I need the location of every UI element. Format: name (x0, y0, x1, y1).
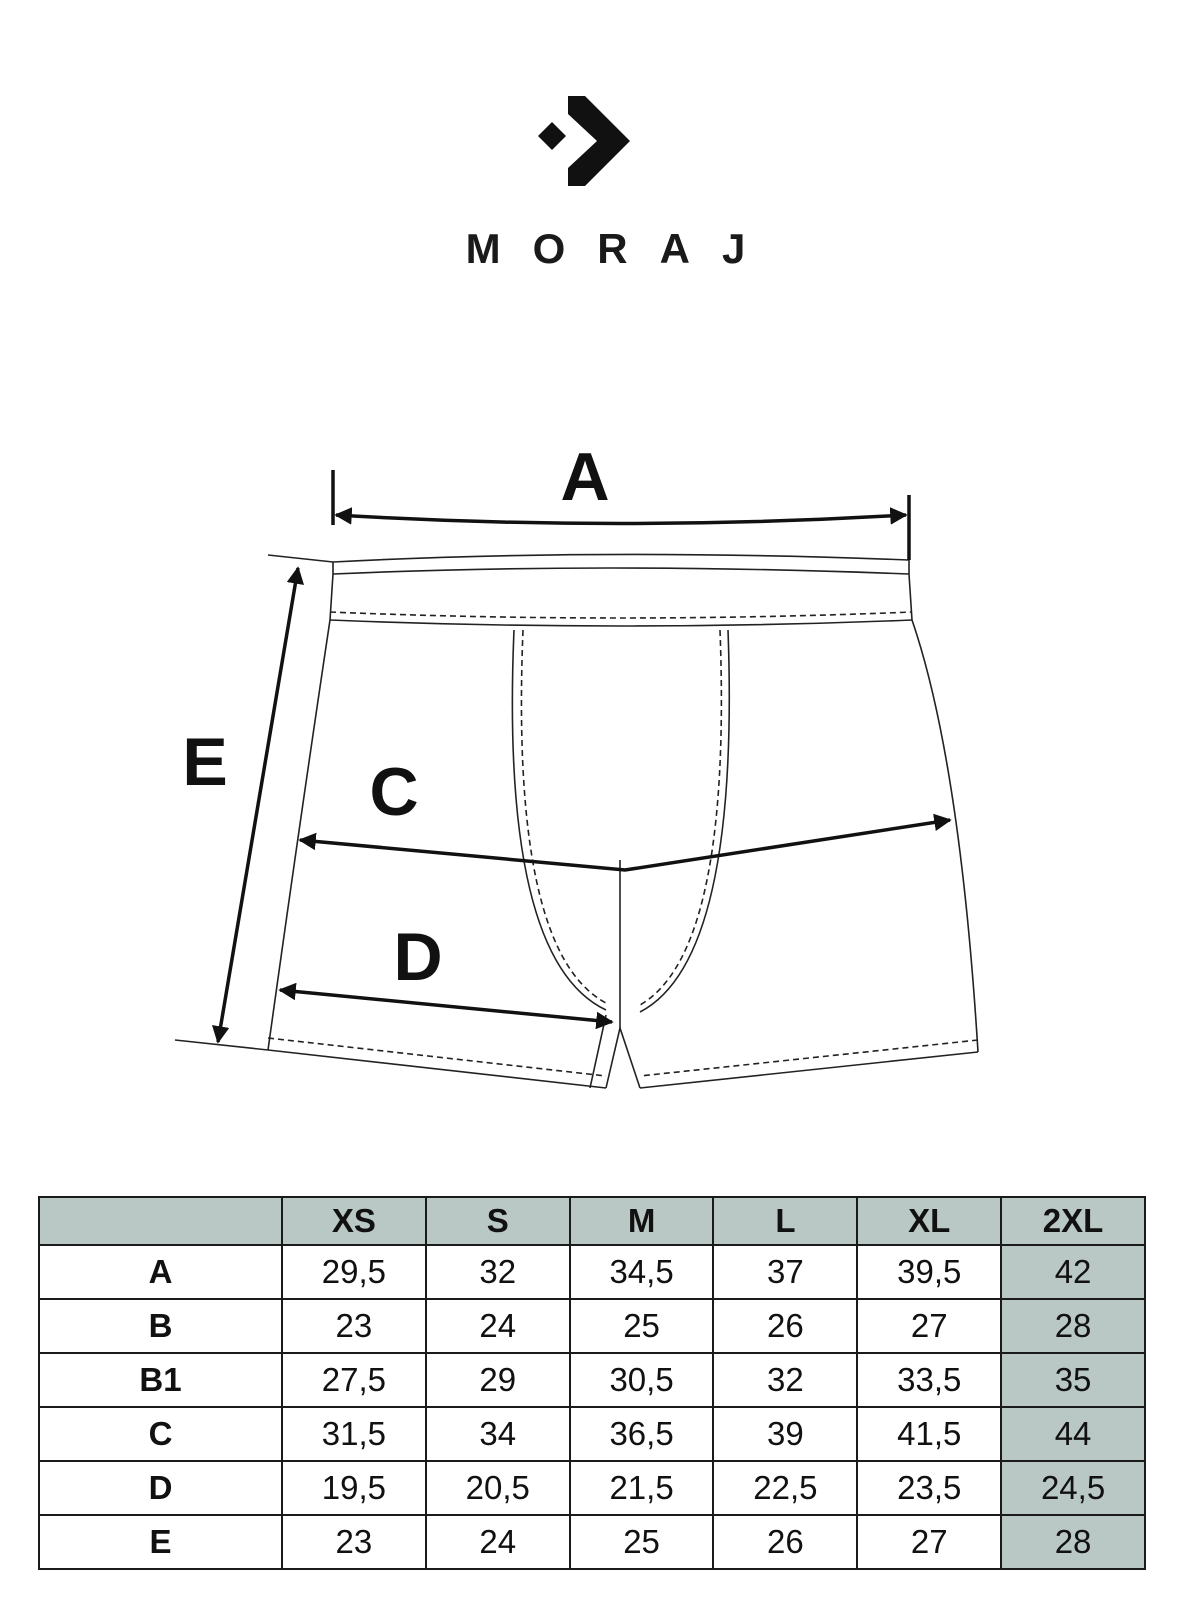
label-d: D (393, 919, 443, 995)
cell-value: 29,5 (282, 1245, 426, 1299)
size-header-l: L (713, 1197, 857, 1245)
row-label: A (39, 1245, 282, 1299)
cell-value: 27,5 (282, 1353, 426, 1407)
cell-value: 33,5 (857, 1353, 1001, 1407)
cell-value: 24,5 (1001, 1461, 1145, 1515)
e-dimension-arrow (218, 568, 298, 1042)
size-header-blank (39, 1197, 282, 1245)
row-label: C (39, 1407, 282, 1461)
cell-value: 23,5 (857, 1461, 1001, 1515)
a-dimension-arrow (336, 515, 906, 524)
cell-value: 31,5 (282, 1407, 426, 1461)
cell-value: 27 (857, 1515, 1001, 1569)
cell-value: 36,5 (570, 1407, 714, 1461)
row-label: E (39, 1515, 282, 1569)
cell-value: 34 (426, 1407, 570, 1461)
row-label: B1 (39, 1353, 282, 1407)
boxer-outline (175, 554, 978, 1088)
cell-value: 21,5 (570, 1461, 714, 1515)
cell-value: 30,5 (570, 1353, 714, 1407)
cell-value: 24 (426, 1299, 570, 1353)
cell-value: 25 (570, 1299, 714, 1353)
cell-value: 39 (713, 1407, 857, 1461)
cell-value: 39,5 (857, 1245, 1001, 1299)
cell-value: 44 (1001, 1407, 1145, 1461)
cell-value: 26 (713, 1515, 857, 1569)
table-row (39, 1515, 1145, 1569)
cell-value: 34,5 (570, 1245, 714, 1299)
cell-value: 27 (857, 1299, 1001, 1353)
cell-value: 42 (1001, 1245, 1145, 1299)
row-label: D (39, 1461, 282, 1515)
brand-logo (0, 80, 1179, 280)
size-header-2xl: 2XL (1001, 1197, 1145, 1245)
label-c: C (369, 754, 419, 830)
size-header-m: M (570, 1197, 714, 1245)
cell-value: 28 (1001, 1299, 1145, 1353)
label-a: A (560, 440, 610, 515)
brand-name: MORAJ (465, 225, 778, 272)
boxer-drawing (0, 440, 1179, 1140)
cell-value: 32 (713, 1353, 857, 1407)
table-row (39, 1461, 1145, 1515)
row-label: B (39, 1299, 282, 1353)
cell-value: 32 (426, 1245, 570, 1299)
table-row (39, 1299, 1145, 1353)
label-e: E (182, 724, 228, 800)
size-table (38, 1196, 1146, 1570)
cell-value: 19,5 (282, 1461, 426, 1515)
table-row (39, 1353, 1145, 1407)
cell-value: 28 (1001, 1515, 1145, 1569)
size-header-xs: XS (282, 1197, 426, 1245)
size-header-row (39, 1197, 1145, 1245)
size-header-xl: XL (857, 1197, 1001, 1245)
cell-value: 37 (713, 1245, 857, 1299)
d-dimension-arrow (280, 990, 612, 1022)
cell-value: 29 (426, 1353, 570, 1407)
cell-value: 25 (570, 1515, 714, 1569)
cell-value: 26 (713, 1299, 857, 1353)
moraj-logo-icon (530, 88, 640, 198)
boxer-diagram (0, 440, 1179, 1140)
table-row (39, 1407, 1145, 1461)
size-header-s: S (426, 1197, 570, 1245)
cell-value: 41,5 (857, 1407, 1001, 1461)
cell-value: 23 (282, 1299, 426, 1353)
cell-value: 35 (1001, 1353, 1145, 1407)
cell-value: 24 (426, 1515, 570, 1569)
table-row (39, 1245, 1145, 1299)
cell-value: 22,5 (713, 1461, 857, 1515)
cell-value: 20,5 (426, 1461, 570, 1515)
cell-value: 23 (282, 1515, 426, 1569)
